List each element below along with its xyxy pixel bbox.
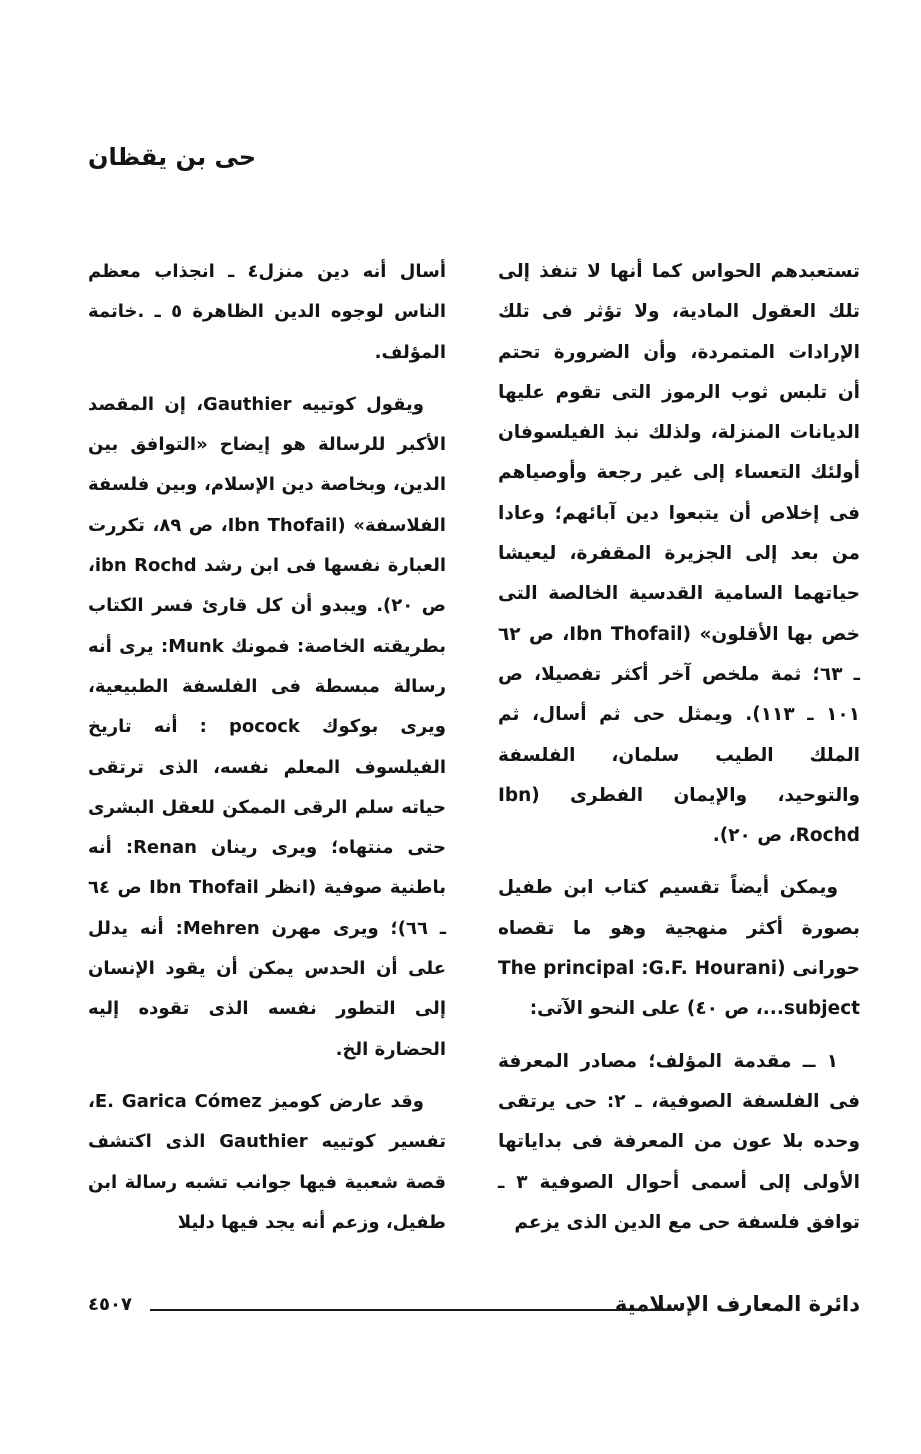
paragraph: وقد عارض كوميز E. Garica Cómez، تفسير كوتييه Gauthier الذى اكتشف قصة شعبية فيها جوانب تشبه رسالة ابن طفيل، وزعم أنه يجد فيها دليلا xyxy=(88,1090,446,1233)
footer-rule xyxy=(150,1309,670,1311)
paragraph: ويمكن أيضاً تقسيم كتاب ابن طفيل بصورة أكثر منهجية وهو ما تقصاه حورانى (The principal :G.F. Hourani subject...، ص ٤٠) على النحو الآتى: xyxy=(498,877,860,1020)
paragraph: أسال أنه دين منزل٤ ـ انجذاب معظم الناس لوجوه الدين الظاهرة ٥ ـ .خاتمة المؤلف. xyxy=(88,261,446,363)
paragraph: ويقول كوتييه Gauthier، إن المقصد الأكبر للرسالة هو إيضاح «التوافق بين الدين، وبخاصة دين الإسلام، وبين فلسفة الفلاسفة» (Ibn Thofail، ص ٨٩، تكررت العبارة نفسها فى ابن رشد ibn Rochd، ص ٢٠). ويبدو أن كل قارئ فسر الكتاب بطريقته الخاصة: فمونك Munk: يرى أنه رسالة مبسطة فى الفلسفة الطبيعية، ويرى بوكوك pocock : أنه تاريخ الفيلسوف المعلم نفسه، الذى ترتقى حياته سلم الرقى الممكن للعقل البشرى حتى منتهاه؛ ويرى رينان Renan: أنه باطنية صوفية (انظر Ibn Thofail ص ٦٤ ـ ٦٦)؛ ويرى مهرن Mehren: أنه يدلل على أن الحدس يمكن أن يقود الإنسان إلى التطور نفسه الذى تقوده إليه الحضارة الخ. xyxy=(88,393,447,1060)
footer-journal-title: دائرة المعارف الإسلامية xyxy=(614,1292,860,1316)
running-header-title: حى بن يقظان xyxy=(88,143,257,171)
paragraph: ١ ــ مقدمة المؤلف؛ مصادر المعرفة فى الفلسفة الصوفية، ـ ٢: حى يرتقى وحده بلا عون من المعرفة فى بداياتها الأولى إلى أسمى أحوال الصوفية ٣ ـ توافق فلسفة حى مع الدين الذى يزعم xyxy=(498,1050,861,1233)
right-text-column xyxy=(498,252,860,1255)
left-text-column xyxy=(88,252,446,1255)
page-number: ٤٥٠٧ xyxy=(88,1294,132,1315)
paragraph: تستعبدهم الحواس كما أنها لا تنفذ إلى تلك العقول المادية، ولا تؤثر فى تلك الإرادات المتمردة، وأن الضرورة تحتم أن تلبس ثوب الرموز التى تقوم عليها الديانات المنزلة، ولذلك نبذ الفيلسوفان أولئك التعساء إلى غير رجعة وأوصياهم فى إخلاص أن يتبعوا دين آبائهم؛ وعادا من بعد إلى الجزيرة المقفرة، ليعيشا حياتهما السامية القدسية الخالصة التى خص بها الأقلون» (Ibn Thofail، ص ٦٢ ـ ٦٣؛ ثمة ملخص آخر أكثر تفصيلا، ص ١٠١ ـ ١١٣). ويمثل حى ثم أسال، ثم الملك الطيب سلمان، الفلسفة والتوحيد، والإيمان الفطرى (Ibn Rochd، ص ٢٠). xyxy=(498,261,861,847)
page-footer xyxy=(88,1292,860,1322)
